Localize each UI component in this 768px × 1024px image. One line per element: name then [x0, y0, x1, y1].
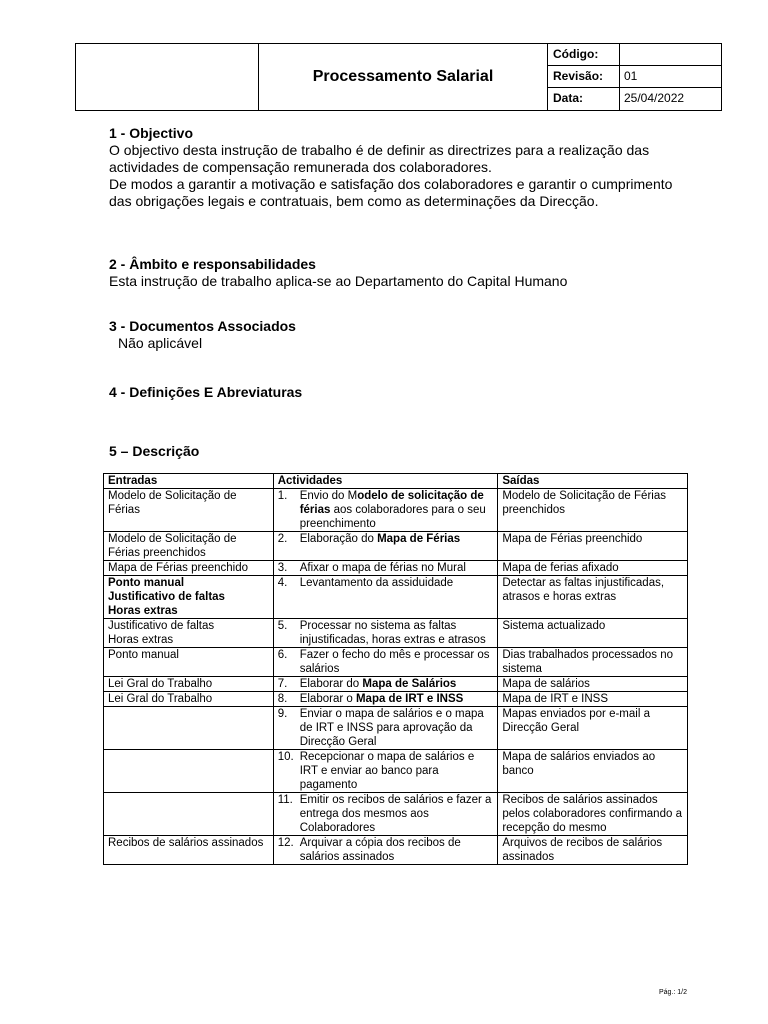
- cell-actividade: [273, 561, 498, 576]
- cell-entrada: [104, 750, 274, 793]
- activity-number: 10.: [277, 751, 294, 763]
- meta-data-value: 25/04/2022: [624, 91, 685, 105]
- activity-text-pre: Elaboração do: [299, 533, 378, 545]
- activity-item: [278, 648, 494, 676]
- table-row: [104, 750, 688, 793]
- section-paragraph: Esta instrução de trabalho aplica-se ao Departamento do Capital Humano: [109, 273, 568, 289]
- activity-number: 8.: [277, 693, 288, 705]
- activity-text: [300, 576, 494, 590]
- cell-entrada: Modelo de Solicitação de Férias preenchidos: [104, 532, 274, 561]
- section-paragraph: Não aplicável: [118, 335, 203, 351]
- activity-text-pre: Afixar o mapa de férias no Mural: [299, 562, 466, 574]
- table-row: [104, 692, 688, 707]
- activity-item: [278, 750, 494, 792]
- activity-item: [278, 692, 494, 706]
- cell-entrada: [104, 707, 274, 750]
- cell-saida: Mapa de Férias preenchido: [498, 532, 688, 561]
- table-body: [104, 489, 688, 865]
- table-row: [104, 836, 688, 865]
- section-heading: 2 - Âmbito e responsabilidades: [109, 256, 316, 272]
- meta-revisao-value: 01: [624, 69, 638, 83]
- activity-number: 12.: [277, 837, 294, 849]
- cell-entrada: Lei Gral do Trabalho: [104, 677, 274, 692]
- cell-actividade: [273, 619, 498, 648]
- table-header-row: [104, 474, 688, 489]
- table-row: [104, 489, 688, 532]
- table-row: [104, 532, 688, 561]
- activity-text-post: aos colaboradores para o seu preenchimento: [299, 504, 486, 530]
- activity-number: 3.: [277, 562, 288, 574]
- cell-saida: Mapa de salários enviados ao banco: [498, 750, 688, 793]
- activity-text: [300, 793, 494, 835]
- section-paragraph: O objectivo desta instrução de trabalho é de definir as directrizes para a realização das actividades de compensação remunerada dos colaboradores.: [109, 142, 650, 175]
- column-header-entradas: Entradas: [104, 474, 274, 489]
- table-row: [104, 677, 688, 692]
- cell-actividade: [273, 489, 498, 532]
- activity-text: [300, 532, 494, 546]
- activity-text-pre: Elaborar do: [299, 678, 363, 690]
- activity-number: 2.: [277, 533, 288, 545]
- document-header: [75, 43, 722, 111]
- table-row: [104, 576, 688, 619]
- activity-text-pre: Levantamento da assiduidade: [299, 577, 454, 589]
- activity-item: [278, 489, 494, 531]
- activity-number: 5.: [277, 620, 288, 632]
- activity-text-bold: Mapa de IRT e INSS: [355, 693, 464, 705]
- column-header-saidas: Saídas: [498, 474, 688, 489]
- activity-text-pre: Elaborar o: [299, 693, 356, 705]
- section-paragraph: De modos a garantir a motivação e satisfação dos colaboradores e garantir o cumprimento das obrigações legais e contratuais, bem como as determinações da Direcção.: [109, 176, 673, 209]
- activity-text-pre: Fazer o fecho do mês e processar os salários: [299, 649, 490, 675]
- activity-text: [300, 707, 494, 749]
- column-header-actividades: Actividades: [273, 474, 498, 489]
- cell-saida: Dias trabalhados processados no sistema: [498, 648, 688, 677]
- section-heading: 3 - Documentos Associados: [109, 318, 296, 334]
- meta-codigo-label: Código:: [548, 44, 620, 65]
- table-row: [104, 793, 688, 836]
- activity-item: [278, 561, 494, 575]
- section-heading: 4 - Definições E Abreviaturas: [109, 384, 303, 400]
- cell-actividade: [273, 532, 498, 561]
- cell-saida: Mapa de ferias afixado: [498, 561, 688, 576]
- activity-text-pre: Recepcionar o mapa de salários e IRT e enviar ao banco para pagamento: [299, 751, 475, 791]
- cell-saida: Mapa de salários: [498, 677, 688, 692]
- activity-text-pre: Enviar o mapa de salários e o mapa de IRT e INSS para aprovação da Direcção Geral: [299, 708, 484, 748]
- cell-actividade: [273, 707, 498, 750]
- meta-data-label: Data:: [548, 88, 620, 110]
- cell-saida: Mapas enviados por e-mail a Direcção Geral: [498, 707, 688, 750]
- cell-saida: Detectar as faltas injustificadas, atrasos e horas extras: [498, 576, 688, 619]
- meta-revisao-label: Revisão:: [548, 66, 620, 87]
- cell-entrada: Justificativo de faltas Horas extras: [104, 619, 274, 648]
- activity-text-bold: Mapa de Férias: [377, 533, 461, 545]
- cell-saida: Sistema actualizado: [498, 619, 688, 648]
- table-row: [104, 648, 688, 677]
- section-objectivo: [109, 125, 689, 210]
- activity-text: [300, 750, 494, 792]
- activity-text: [300, 489, 494, 531]
- activity-number: 6.: [277, 649, 288, 661]
- section-heading: 1 - Objectivo: [109, 125, 194, 141]
- activity-item: [278, 677, 494, 691]
- section-ambito: [109, 256, 689, 290]
- activity-item: [278, 532, 494, 546]
- activity-text-pre: Processar no sistema as faltas injustificadas, horas extras e atrasos: [299, 620, 486, 646]
- cell-actividade: [273, 677, 498, 692]
- activity-text-bold: odelo de solicitação de férias: [299, 490, 484, 516]
- cell-saida: Modelo de Solicitação de Férias preenchidos: [498, 489, 688, 532]
- cell-actividade: [273, 576, 498, 619]
- cell-entrada: Ponto manual: [104, 648, 274, 677]
- activity-text: [300, 692, 494, 706]
- cell-saida: Recibos de salários assinados pelos colaboradores confirmando a recepção do mesmo: [498, 793, 688, 836]
- table-row: [104, 619, 688, 648]
- meta-codigo: [548, 44, 722, 66]
- activity-item: [278, 836, 494, 864]
- table-row: [104, 561, 688, 576]
- activity-text: [300, 619, 494, 647]
- cell-actividade: [273, 836, 498, 865]
- cell-entrada: Ponto manual Justificativo de faltas Horas extras: [104, 576, 274, 619]
- cell-entrada: Mapa de Férias preenchido: [104, 561, 274, 576]
- activity-item: [278, 576, 494, 590]
- activity-text-pre: Emitir os recibos de salários e fazer a entrega dos mesmos aos Colaboradores: [299, 794, 492, 834]
- cell-actividade: [273, 648, 498, 677]
- cell-saida: Mapa de IRT e INSS: [498, 692, 688, 707]
- cell-actividade: [273, 793, 498, 836]
- section-documentos: [109, 318, 689, 352]
- activity-text: [300, 677, 494, 691]
- section-definicoes: [109, 384, 689, 401]
- activity-item: [278, 793, 494, 835]
- table-row: [104, 707, 688, 750]
- section-heading: 5 – Descrição: [109, 443, 200, 459]
- meta-codigo-value: [620, 44, 722, 65]
- activity-text-bold: Mapa de Salários: [362, 678, 457, 690]
- meta-data: [548, 88, 722, 110]
- cell-actividade: [273, 750, 498, 793]
- activity-number: 7.: [277, 678, 288, 690]
- activity-number: 9.: [277, 708, 288, 720]
- document-meta: [548, 44, 722, 110]
- activity-item: [278, 619, 494, 647]
- activity-number: 11.: [277, 794, 293, 806]
- cell-entrada: [104, 793, 274, 836]
- activity-number: 1.: [277, 490, 288, 502]
- activity-text: [300, 648, 494, 676]
- activity-number: 4.: [277, 577, 288, 589]
- meta-revisao: [548, 66, 722, 88]
- cell-actividade: [273, 692, 498, 707]
- page-number: Pág.: 1/2: [659, 989, 688, 996]
- cell-entrada: Modelo de Solicitação de Férias: [104, 489, 274, 532]
- cell-saida: Arquivos de recibos de salários assinados: [498, 836, 688, 865]
- document-title: Processamento Salarial: [259, 44, 548, 110]
- activity-text: [300, 836, 494, 864]
- activity-text-pre: Arquivar a cópia dos recibos de salários assinados: [299, 837, 461, 863]
- cell-entrada: Lei Gral do Trabalho: [104, 692, 274, 707]
- cell-entrada: Recibos de salários assinados: [104, 836, 274, 865]
- activity-text-pre: Envio do M: [299, 490, 358, 502]
- activity-text: [300, 561, 494, 575]
- section-descricao: [109, 443, 689, 460]
- logo-area: [76, 44, 259, 110]
- activity-item: [278, 707, 494, 749]
- description-table: [103, 473, 688, 865]
